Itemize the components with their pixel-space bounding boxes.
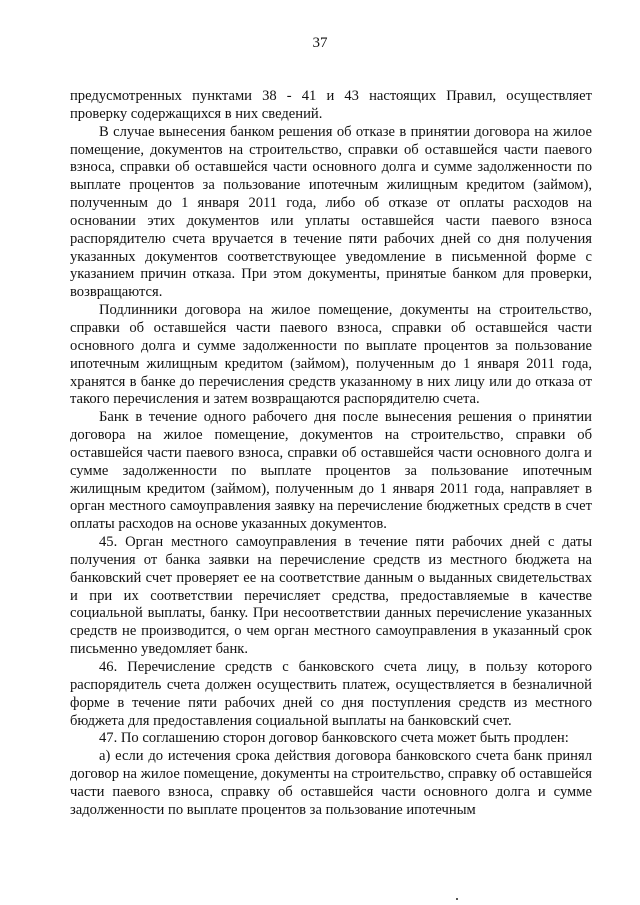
paragraph-bank-request: Банк в течение одного рабочего дня после вынесения решения о принятии договора на жилое помещение, документов на строительство, справки об оставшейся части паевого взноса, справки об оставшейся части основного долга и сумме задолженности по выплате процентов за пользование ипотечным жилищным кредитом (займом), полученным до 1 января 2011 года, направляет в орган местного самоуправления заявку на перечисление бюджетных средств в счет оплаты расходов на основе указанных документов. [70, 409, 592, 533]
paragraph-continuation: предусмотренных пунктами 38 - 41 и 43 настоящих Правил, осуществляет проверку содержащихся в них сведений. [70, 88, 592, 122]
document-body [70, 88, 592, 820]
paragraph-clause-47a: а) если до истечения срока действия договора банковского счета банк принял договор на жилое помещение, документы на строительство, справку об оставшейся части паевого взноса, справку об оставшейся части основного долга и сумме задолженности по выплате процентов за пользование ипотечным [70, 748, 592, 818]
paragraph-clause-45: 45. Орган местного самоуправления в течение пяти рабочих дней с даты получения от банка заявки на перечисление средств из местного бюджета на банковский счет проверяет ее на соответствие данным о выданных свидетельствах и при их соответствии перечисляет средства, предоставляемые в качестве социальной выплаты, банку. При несоответствии данных перечисление указанных средств не производится, о чем орган местного самоуправления в указанный срок письменно уведомляет банк. [70, 534, 592, 658]
paragraph-originals-storage: Подлинники договора на жилое помещение, документы на строительство, справки об оставшейся части паевого взноса, справки об оставшейся части основного долга и сумме задолженности по выплате процентов за пользование ипотечным жилищным кредитом (займом), полученным до 1 января 2011 года, хранятся в банке до перечисления средств указанному в них лицу или до отказа от такого перечисления и затем возвращаются распорядителю счета. [70, 302, 592, 408]
page-number: 37 [312, 35, 328, 51]
scan-artifact [456, 898, 458, 900]
paragraph-refusal-notice: В случае вынесения банком решения об отказе в принятии договора на жилое помещение, документов на строительство, справки об оставшейся части паевого взноса, справки об оставшейся части основного долга и сумме задолженности по выплате процентов за пользование ипотечным жилищным кредитом (займом), полученным до 1 января 2011 года, либо об отказе от оплаты расходов на основании этих документов или уплаты оставшейся части паевого взноса распорядителю счета вручается в течение пяти рабочих дней со дня получения указанных документов соответствующее уведомление в письменной форме с указанием причин отказа. При этом документы, принятые банком для проверки, возвращаются. [70, 123, 592, 301]
paragraph-clause-46: 46. Перечисление средств с банковского счета лицу, в пользу которого распорядитель счета должен осуществить платеж, осуществляется в безналичной форме в течение пяти рабочих дней со дня поступления средств из местного бюджета для предоставления социальной выплаты на банковский счет. [70, 659, 592, 729]
paragraph-clause-47: 47. По соглашению сторон договор банковского счета может быть продлен: [99, 730, 569, 747]
